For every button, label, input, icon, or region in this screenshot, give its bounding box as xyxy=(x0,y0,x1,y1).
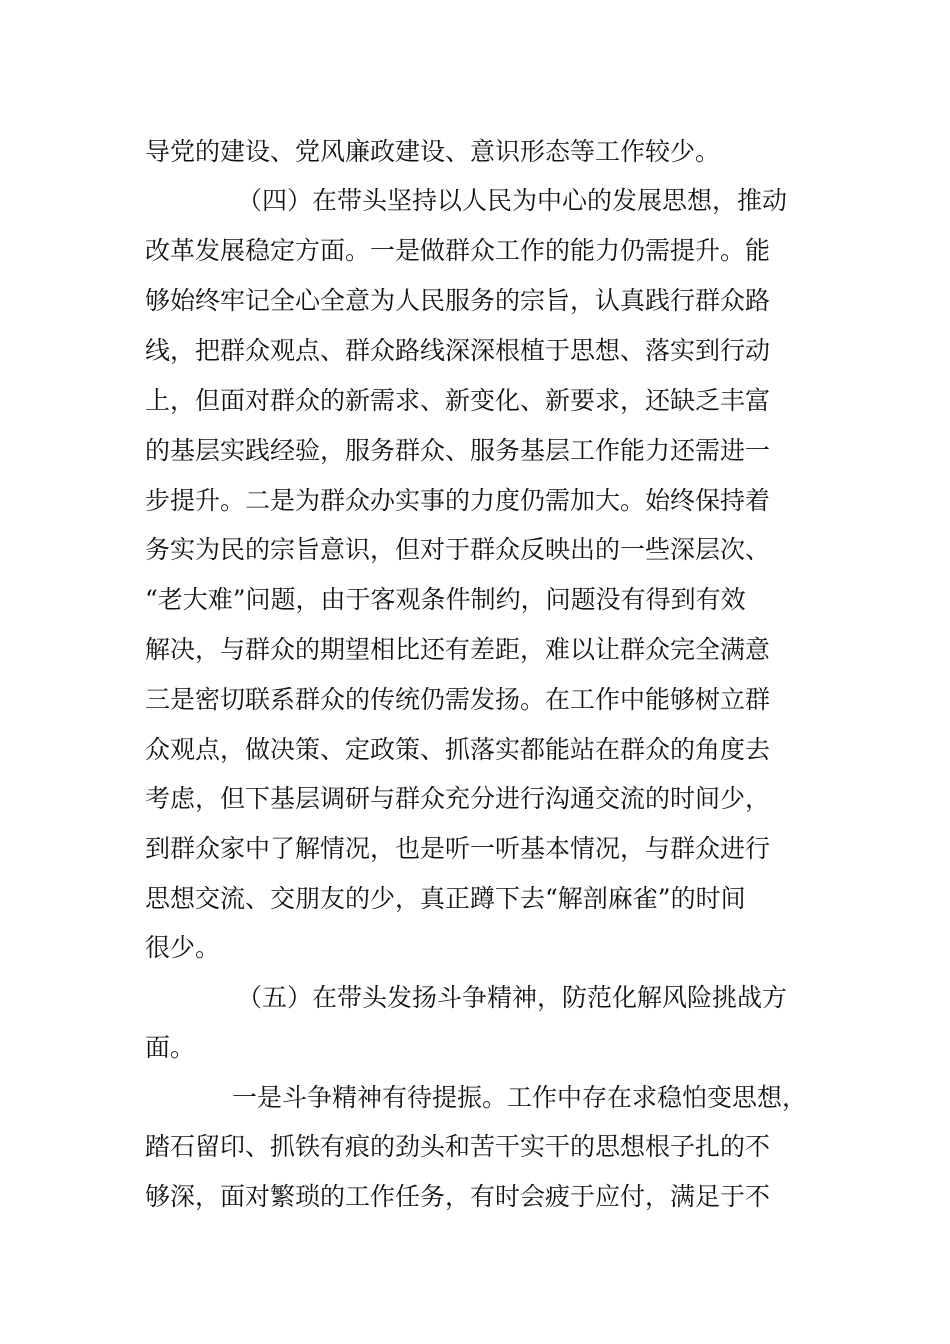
text-line: 很少。 xyxy=(145,933,221,962)
text-line: 导党的建设、党风廉政建设、意识形态等工作较少。 xyxy=(145,137,721,166)
text-line: 解决，与群众的期望相比还有差距，难以让群众完全满意 xyxy=(145,635,771,664)
text-line: 思想交流、交朋友的少，真正蹲下去“解剖麻雀”的时间 xyxy=(145,884,746,913)
text-line: 考虑，但下基层调研与群众充分进行沟通交流的时间少， xyxy=(145,784,771,813)
text-line: 踏石留印、抓铁有痕的劲头和苦干实干的思想根子扎的不 xyxy=(145,1132,771,1161)
text-line: 三是密切联系群众的传统仍需发扬。在工作中能够树立群 xyxy=(145,685,771,714)
text-line: 上，但面对群众的新需求、新变化、新要求，还缺乏丰富 xyxy=(145,386,771,415)
text-line: 改革发展稳定方面。一是做群众工作的能力仍需提升。能 xyxy=(145,236,771,265)
text-line: 够深，面对繁琐的工作任务，有时会疲于应付，满足于不 xyxy=(145,1182,771,1211)
text-line: 面。 xyxy=(145,1033,196,1062)
text-line: 到群众家中了解情况，也是听一听基本情况，与群众进行 xyxy=(145,834,771,863)
text-line: 线，把群众观点、群众路线深深根植于思想、落实到行动 xyxy=(145,336,771,365)
text-line: 务实为民的宗旨意识，但对于群众反映出的一些深层次、 xyxy=(145,535,771,564)
text-line: 众观点，做决策、定政策、抓落实都能站在群众的角度去 xyxy=(145,735,771,764)
text-line: 一是斗争精神有待提振。工作中存在求稳怕变思想， xyxy=(232,1083,808,1112)
section-heading: （五）在带头发扬斗争精神，防范化解风险挑战方 xyxy=(237,983,788,1012)
text-line: 步提升。二是为群众办实事的力度仍需加大。始终保持着 xyxy=(145,486,771,515)
text-line: 够始终牢记全心全意为人民服务的宗旨，认真践行群众路 xyxy=(145,286,771,315)
section-heading: （四）在带头坚持以人民为中心的发展思想，推动 xyxy=(237,186,788,215)
text-line: “老大难”问题，由于客观条件制约，问题没有得到有效 xyxy=(145,585,746,614)
text-line: 的基层实践经验，服务群众、服务基层工作能力还需进一 xyxy=(145,436,771,465)
